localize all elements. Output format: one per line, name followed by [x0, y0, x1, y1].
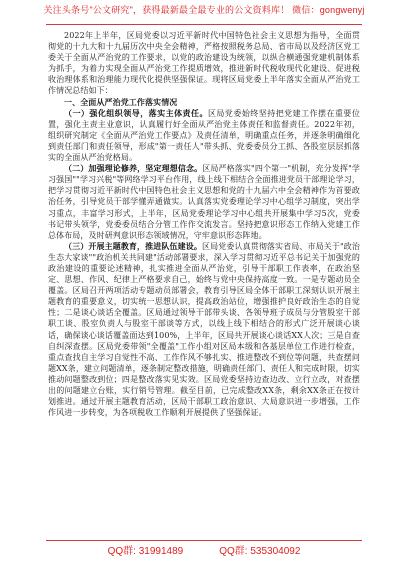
document-body — [48, 30, 360, 536]
intro-paragraph: 2022年上半年，区局党委以习近平新时代中国特色社会主义思想为指导，全面贯彻党的十九大和十九届历次中央全会精神，严格按照税务总局、省市局以及经济区党工委关于全面从严治党的工作要求，以党的政治建设为统领，以纵合横通强党建机制体系为抓手，为着力实现全面从严治党工作提质增效，推进新时代税收现代化建设、促进税收治理体系和治理能力现代化提供坚强保证。现将区局党委上半年落实全面从严治党工作情况总结如下： — [48, 31, 360, 96]
subsection-2-body: 区局严格落实"四个第一"机制，充分发挥"学习强国""学习兴税"等网络学习平台作用，线上线下相结合全面推进党员干部理论学习，把学习贯彻习近平新时代中国特色社会主义思想和党的十九届六中全会精神作为首要政治任务，引导党员干部学懂弄通做实。认真落实党委理论学习中心组学习制度，突出学习重点，丰富学习形式，上半年，区局党委理论学习中心组共开展集中学习5次，党委书记带头领学，党委委员结合分管工作作交流发言。坚持把意识形态工作纳入党建工作总体布局，及时研判意识形态领域情况，守牢意识形态阵地。 — [48, 164, 360, 240]
footer-qq-group-1: QQ群: 31991489 — [107, 546, 184, 557]
footer-qq-group-2: QQ群: 535304092 — [219, 546, 301, 557]
header-banner: 关注头条号"公文研究"，获得最新最全最专业的公文资料库！ 微信：gongwenyj — [43, 5, 365, 15]
subsection-2 — [48, 163, 360, 241]
section-heading-1: 一、全面从严治党工作落实情况 — [64, 97, 178, 107]
subsection-3-lead: （三）开展主题教育，推进队伍建设。 — [64, 241, 202, 251]
subsection-1-lead: （一）强化组织领导，落实主体责任。 — [64, 108, 208, 118]
subsection-1-body: 区局党委始终坚持把党建工作摆在重要位置，强化主责主业意识，认真履行好全面从严治党主体责任和监督责任。2022年初，组织研究制定《全面从严治党工作要点》及责任清单，明确重点任务，并逐条明确细化到责任部门和责任领导，形成"第一责任人"带头抓、党委委员分工抓、各股室层层抓落实的全面从严治党格局。 — [48, 108, 360, 163]
footer-rule — [46, 540, 362, 541]
footer — [0, 544, 408, 560]
subsection-3-body: 区局党委认真贯彻落实省局、市局关于"政治生态大家谈""政治机关共同建"活动部署要求，深入学习贯彻习近平总书记关于加强党的政治建设的重要论述精神，扎实推进全面从严治党，引导干部职工作表率，在政治坚定、思想、作风、纪律上严格要求自己，始终与党中央保持高度一致。一是专题动员全覆盖。区局召开两项活动专题动员部署会，教育引导区局全体干部职工深刻认识开展主题教育的重要意义，切实统一思想认识，提高政治站位，增强推护良好政治生态的自觉性；二是谈心谈话全覆盖。区局通过领导干部带头谈、各领导班子成员与分管股室干部职工谈、股室负责人与股室干部谈等方式，以线上线下相结合的形式广泛开展谈心谈话，确保谈心谈话覆盖面达到100%，上半年，区局共开展谈心谈话XX人次；三是自查自纠深查摆。区局党委带领"全覆盖"工作小组对区局本级和各基层单位工作进行检查，重点查找自主学习自觉性不高、工作作风不够扎实、推进整改不到位等问题，共查摆问题XX条，建立问题清单，逐条制定整改措施，明确责任部门、责任人和完成时限，切实推动问题整改到位；四是整改落实见实效。区局党委坚持边查边改、立行立改，对查摆出的问题建立台账，实行销号管理。截至目前，已完成整改XX条，剩余XX条正在按计划推进。通过开展主题教育活动，区局干部职工政治意识、大局意识进一步增强，工作作风进一步转变，为各项税收工作顺利开展提供了坚强保证。 — [48, 241, 360, 418]
subsection-2-lead: （二）加强理论修养，坚定理想信念。 — [64, 164, 203, 174]
subsection-1 — [48, 108, 360, 163]
header-rule — [46, 24, 362, 25]
subsection-3 — [48, 241, 360, 419]
